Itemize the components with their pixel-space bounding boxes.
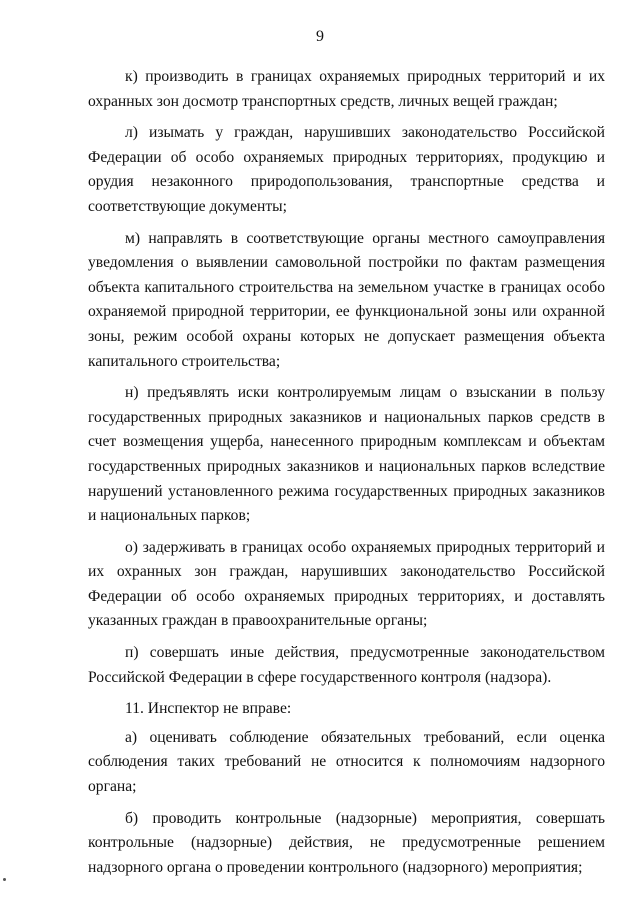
page-number: 9 bbox=[316, 28, 324, 45]
paragraph-o: о) задерживать в границах особо охраняемых природных территорий и их охранных зон граждан, нарушивших законодательство Российской Федерации об особо охраняемых природных территориях, и доставлять указанных граждан в правоохранительные органы; bbox=[88, 538, 605, 630]
scan-speck bbox=[3, 878, 6, 881]
document-body bbox=[88, 65, 605, 887]
section-11-heading: 11. Инспектор не вправе: bbox=[125, 700, 292, 718]
paragraph-m: м) направлять в соответствующие органы местного самоуправления уведомления о выявлении самовольной постройки по фактам размещения объекта капитального строительства на земельном участке в границах особо охраняемой природной территории, ее функциональной зоны или охранной зоны, режим особой охраны которых не допускает размещения объекта капитального строительства; bbox=[88, 229, 605, 370]
paragraph-n: н) предъявлять иски контролируемым лицам о взыскании в пользу государственных природных заказников и национальных парков средств в счет возмещения ущерба, нанесенного природным комплексам и объектам государственных природных заказников и национальных парков вследствие нарушений установленного режима государственных природных заказников и национальных парков; bbox=[88, 384, 605, 525]
paragraph-k: к) производить в границах охраняемых природных территорий и их охранных зон досмотр транспортных средств, личных вещей граждан; bbox=[88, 68, 605, 110]
paragraph-b: б) проводить контрольные (надзорные) мероприятия, совершать контрольные (надзорные) действия, не предусмотренные решением надзорного органа о проведении контрольного (надзорного) мероприятия; bbox=[88, 809, 605, 876]
paragraph-p: п) совершать иные действия, предусмотренные законодательством Российской Федерации в сфере государственного контроля (надзора). bbox=[88, 644, 605, 686]
paragraph-l: л) изымать у граждан, нарушивших законодательство Российской Федерации об особо охраняемых природных территориях, продукцию и орудия незаконного природопользования, транспортные средства и соответствующие документы; bbox=[88, 124, 605, 215]
paragraph-a: а) оценивать соблюдение обязательных требований, если оценка соблюдения таких требований не относится к полномочиям надзорного органа; bbox=[88, 728, 605, 796]
